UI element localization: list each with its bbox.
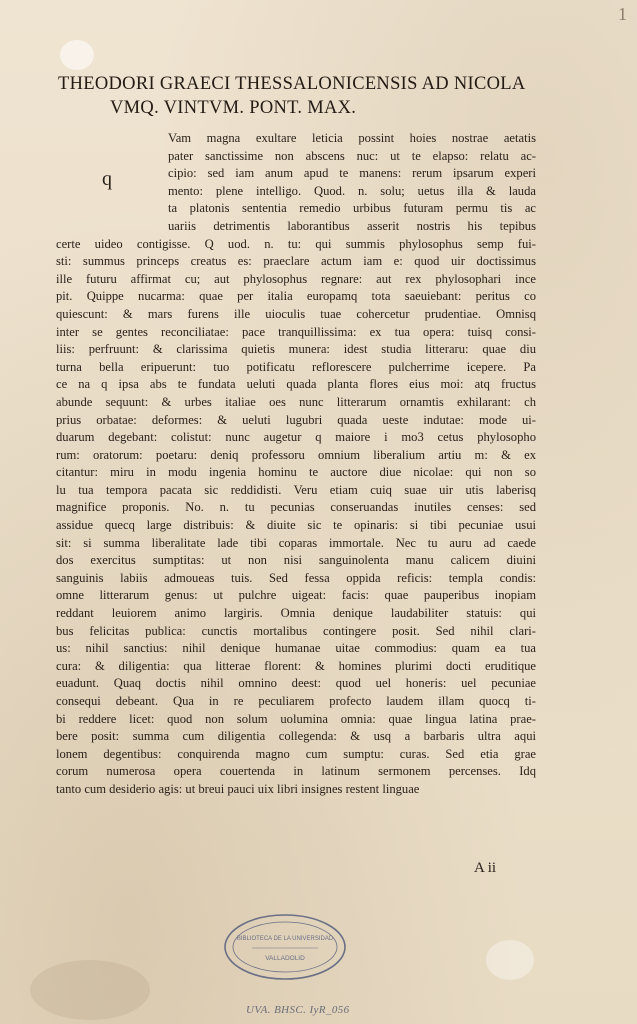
text-line: citantur: miru in modu ingenia hominu te auctore diue nicolae: qui non so	[56, 465, 536, 480]
text-line: certe uideo contigisse. Q uod. n. tu: qui summis phylosophus semp fui-	[56, 236, 536, 251]
text-line: quiescunt: & mars furens ille uioculis tuae cohercetur prudentiae. Omnisq	[56, 306, 536, 321]
stamp-text: VALLADOLID	[265, 955, 305, 962]
text-line: Vam magna exultare leticia possint hoies nostrae aetatis	[168, 131, 536, 145]
page-heading	[58, 72, 618, 120]
guide-letter: q	[102, 168, 112, 190]
text-line: duarum degebant: colistut: nunc augetur q maiore i mo3 cetus phylosopho	[56, 430, 536, 445]
text-line: rum: oratorum: poetaru: deniq professoru omnium liberalium artiu m: & ex	[56, 447, 536, 462]
text-line: bere posit: summa cum diligentia collegenda: & usq a barbaris ultra aqui	[56, 729, 536, 744]
signature-mark: A ii	[474, 860, 497, 876]
text-line: reddant leuiorem animo largiris. Omnia denique laudabiliter statuis: qui	[56, 606, 536, 621]
text-line: sanguinis labiis admoueas tuis. Sed fessa oppida reficis: templa condis:	[56, 570, 536, 585]
text-line: inter se gentes reconciliatae: pace tranquillissima: ex tua opera: tuisq consi-	[56, 324, 536, 339]
heading-line: THEODORI GRAECI THESSALONICENSIS AD NICOLA	[58, 74, 526, 94]
text-line: lu tua tempora pacata sic reddidisti. Veru etiam cuiq suae uir utis laberisq	[56, 482, 536, 497]
text-line: pit. Quippe nucarma: quae per italia europamq tota saeuiebant: peritus co	[56, 289, 536, 304]
text-line: dos exercitus sumptitas: ut non nisi sanguinolenta manu calicem diuini	[56, 553, 536, 568]
text-line: cura: & diligentia: qua litterae florent: & homines plurimi docti eruditique	[56, 658, 536, 673]
library-stamp-icon	[222, 912, 348, 982]
text-line: bus felicitas publica: cunctis mortalibus contingere posit. Sed nihil clari-	[56, 623, 536, 638]
text-line: liis: perfruunt: & clarissima quietis munera: idest studia litteraru: quae diu	[56, 342, 536, 357]
body-text	[56, 130, 536, 799]
text-line: bi reddere licet: quod non solum uolumina omnia: quae lingua latina prae-	[56, 711, 536, 726]
text-line: ta platonis sententia remedio urbibus futuram permu tis ac	[168, 201, 536, 216]
text-line: pater sanctissime non abscens nuc: ut te elapso: relatu ac-	[168, 148, 536, 163]
text-line: turna bella eripuerunt: tuo potificatu reflorescere pulcherrime icepere. Pa	[56, 359, 536, 374]
paper-stain	[30, 960, 150, 1020]
text-line: corum numerosa opera couertenda in latinum sermonem percenses. Idq	[56, 764, 536, 779]
text-line: uariis detrimentis laborantibus asserit nostris his tepibus	[168, 218, 536, 233]
text-line: omne litterarum genus: ut pulchre uigeat: facis: quae pauperibus inopiam	[56, 588, 536, 603]
text-line: mento: plene intelligo. Quod. n. solu; uetus illa & lauda	[168, 183, 536, 198]
text-line: sit: si summa liberalitate lade tibi coparas immortale. Nec tu auru ad caede	[56, 535, 536, 550]
paper-stain	[60, 40, 94, 70]
text-line: cipio: sed iam anum apud te manens: rerum ipsarum experi	[168, 166, 536, 181]
heading-line: VMQ. VINTVM. PONT. MAX.	[110, 98, 357, 118]
text-line: ille futuru affirmat cu; aut phylosophus regnare: aut rex phylosophari ince	[56, 271, 536, 286]
paper-stain	[486, 940, 534, 980]
shelfmark-label: UVA. BHSC. IyR_056	[246, 1004, 350, 1016]
text-line: euadunt. Quaq doctis nihil omnino deest: quod uel honeris: uel pecuniae	[56, 676, 536, 691]
text-line: ce na q ipsa abs te fundata ueluti quada planta flores eius moi: atq fructus	[56, 377, 536, 392]
text-line: sti: summus princeps creatus es: praeclare actum iam e: quod uir doctissimus	[56, 254, 536, 269]
text-line: prius orbatae: deformes: & ueluti lugubri quada ueste indutae: mode ui-	[56, 412, 536, 427]
folio-number: 1	[618, 4, 627, 24]
text-line: assidue quecq large distribuis: & diuite sic te opinaris: si tibi pecuniae usui	[56, 518, 536, 533]
text-line: consequi debeant. Qua in re peculiarem profecto laudem illam quocq ti-	[56, 694, 536, 708]
text-line: magnifice proponis. No. n. tu pecunias conseruandas inutiles censes: sed	[56, 500, 536, 515]
text-line: us: nihil sanctius: nihil denique humanae uitae commodius: quam ea tua	[56, 641, 536, 656]
text-line: lonem degentibus: conquirenda magno cum sumptu: curas. Sed etia grae	[56, 746, 536, 761]
text-line: abunde sequunt: & urbes italiae oes nunc litterarum ornamtis exhilarant: ch	[56, 394, 536, 409]
stamp-text: BIBLIOTECA DE LA UNIVERSIDAD	[236, 936, 334, 942]
text-line: tanto cum desiderio agis: ut breui pauci uix libri insignes restent linguae	[56, 781, 420, 796]
